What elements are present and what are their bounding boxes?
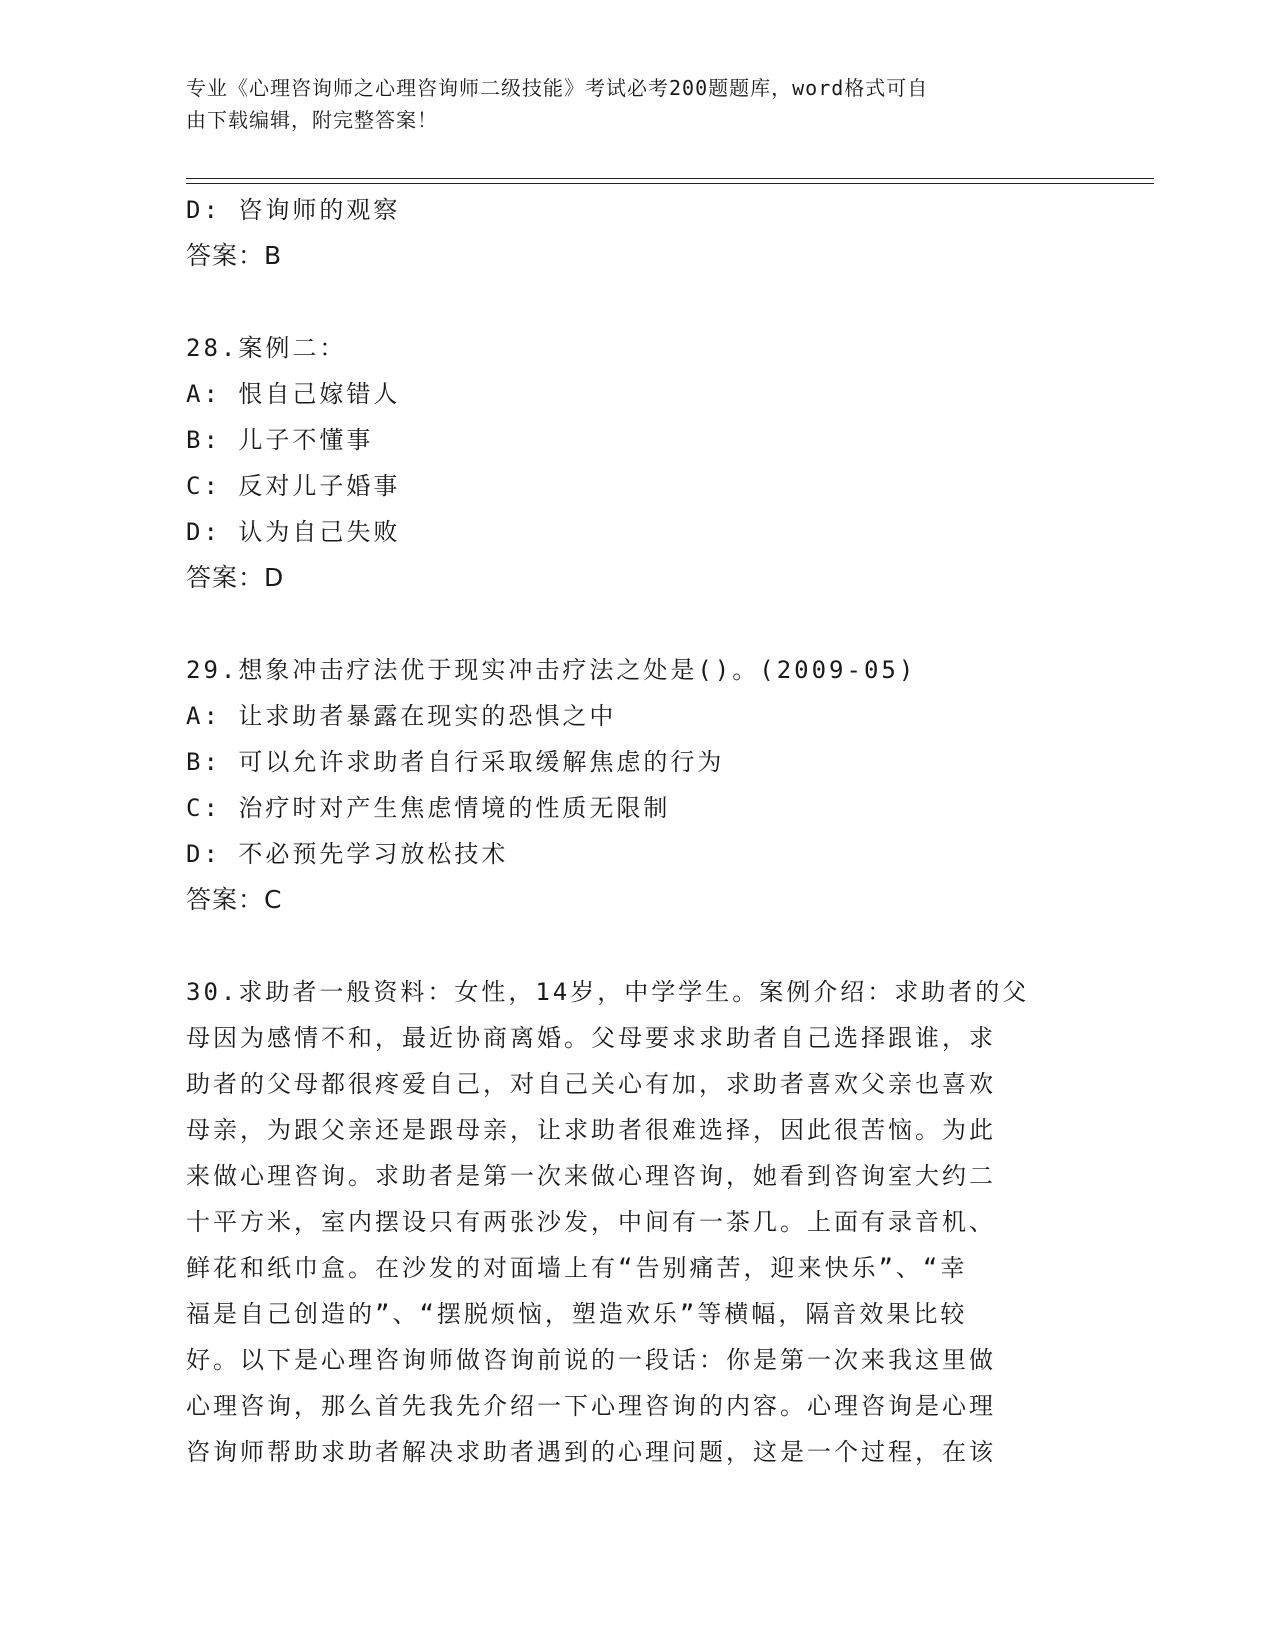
q28-option-a: A: 恨自己嫁错人: [186, 380, 401, 408]
header-divider-bottom: [186, 183, 1154, 184]
question-spacer: [186, 279, 1086, 325]
q29-option-c: C: 治疗时对产生焦虑情境的性质无限制: [186, 794, 671, 822]
q29-option-d: D: 不必预先学习放松技术: [186, 840, 509, 868]
q29-option-b: B: 可以允许求助者自行采取缓解焦虑的行为: [186, 748, 725, 776]
q28-title: 28.案例二：: [186, 334, 347, 362]
q29-title: 29.想象冲击疗法优于现实冲击疗法之处是()。(2009-05): [186, 656, 917, 684]
q30-line: 鲜花和纸巾盒。在沙发的对面墙上有“告别痛苦，迎来快乐”、“幸: [186, 1254, 968, 1282]
q30-line: 咨询师帮助求助者解决求助者遇到的心理问题，这是一个过程，在该: [186, 1438, 996, 1466]
question-spacer: [186, 923, 1086, 969]
q30-line: 来做心理咨询。求助者是第一次来做心理咨询，她看到咨询室大约二: [186, 1162, 996, 1190]
q29-option-a: A: 让求助者暴露在现实的恐惧之中: [186, 702, 617, 730]
q27-option-d: D: 咨询师的观察: [186, 196, 401, 224]
q28-option-b: B: 儿子不懂事: [186, 426, 374, 454]
q30-line: 30.求助者一般资料：女性，14岁，中学学生。案例介绍：求助者的父: [186, 978, 1030, 1006]
document-header: [186, 72, 1066, 136]
q30-line: 助者的父母都很疼爱自己，对自己关心有加，求助者喜欢父亲也喜欢: [186, 1070, 996, 1098]
q30-line: 好。以下是心理咨询师做咨询前说的一段话：你是第一次来我这里做: [186, 1346, 996, 1374]
q27-answer: 答案：B: [186, 241, 283, 270]
header-line-1: 专业《心理咨询师之心理咨询师二级技能》考试必考200题题库，word格式可自: [186, 76, 929, 100]
q30-paragraph: [186, 969, 1086, 1475]
question-spacer: [186, 601, 1086, 647]
q30-line: 母因为感情不和，最近协商离婚。父母要求求助者自己选择跟谁，求: [186, 1024, 996, 1052]
header-line-2: 由下载编辑，附完整答案！: [186, 108, 438, 132]
document-body: [186, 187, 1086, 1475]
q30-line: 十平方米，室内摆设只有两张沙发，中间有一茶几。上面有录音机、: [186, 1208, 996, 1236]
q30-line: 心理咨询，那么首先我先介绍一下心理咨询的内容。心理咨询是心理: [186, 1392, 996, 1420]
q28-answer: 答案：D: [186, 563, 285, 592]
q28-option-c: C: 反对儿子婚事: [186, 472, 401, 500]
q29-answer: 答案：C: [186, 885, 283, 914]
header-divider-top: [186, 178, 1154, 179]
q30-line: 母亲，为跟父亲还是跟母亲，让求助者很难选择，因此很苦恼。为此: [186, 1116, 996, 1144]
q28-option-d: D: 认为自己失败: [186, 518, 401, 546]
q30-line: 福是自己创造的”、“摆脱烦恼，塑造欢乐”等横幅，隔音效果比较: [186, 1300, 968, 1328]
